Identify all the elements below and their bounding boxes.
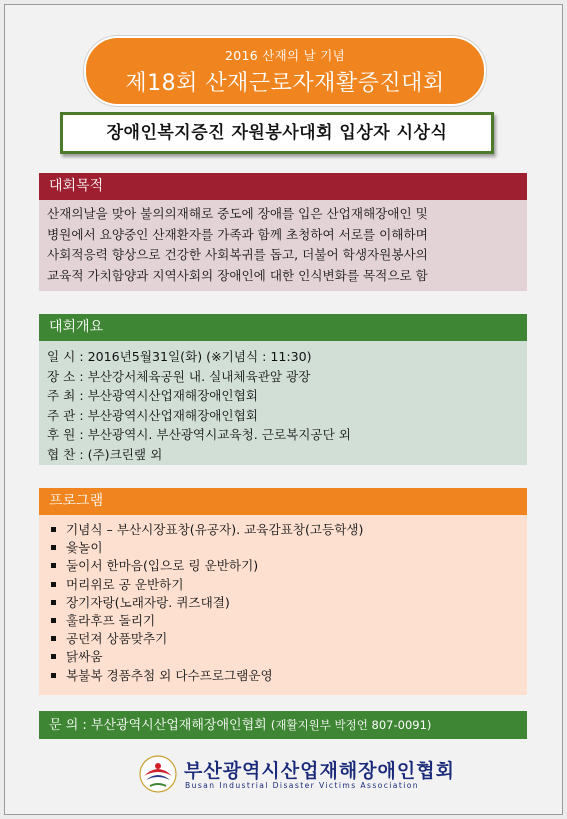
overview-label: 일 시 <box>47 349 76 364</box>
bullet-icon <box>51 545 56 550</box>
program-item <box>47 576 519 594</box>
contact-label: 문 의 : <box>49 718 87 733</box>
overview-label: 장 소 <box>47 368 76 384</box>
bullet-icon <box>51 673 56 678</box>
program-item-text: 머리위로 공 운반하기 <box>66 576 184 592</box>
program-heading: 프로그램 <box>39 488 527 515</box>
overview-heading: 대회개요 <box>39 314 527 341</box>
program-item-text: 복불복 경품추첨 외 다수프로그램운영 <box>66 667 273 683</box>
banner-title: 제18회 산재근로자재활증진대회 <box>125 71 445 96</box>
program-item-text: 윷놀이 <box>66 540 103 556</box>
program-item <box>47 557 519 575</box>
program-item <box>47 612 519 630</box>
overview-label: 주 관 <box>47 407 76 423</box>
overview-label: 협 찬 <box>47 446 76 462</box>
event-title: 장애인복지증진 자원봉사대회 입상자 시상식 <box>60 112 494 154</box>
purpose-line: 사회적응력 향상으로 건강한 사회복귀를 돕고, 더불어 학생자원봉사의 <box>47 247 428 262</box>
program-item-text: 장기자랑(노래자랑. 퀴즈대결) <box>66 594 230 610</box>
program-item <box>47 594 519 612</box>
overview-value: 부산광역시산업재해장애인협회 <box>87 407 258 423</box>
overview-body <box>39 341 527 465</box>
overview-value: 부산광역시산업재해장애인협회 <box>87 388 258 403</box>
contact-note: (재활지원부 박정언 807-0091) <box>270 718 432 732</box>
program-item-text: 기념식 – 부산시장표창(유공자). 교육감표창(고등학생) <box>66 522 364 537</box>
program-item <box>47 648 519 666</box>
program-item <box>47 667 519 685</box>
overview-value: 2016년5월31일(화) (※기념식 : 11:30) <box>87 349 312 364</box>
org-name: 부산광역시산업재해장애인협회 <box>184 760 455 782</box>
program-item-text: 훌라후프 돌리기 <box>66 613 156 629</box>
event-banner <box>84 36 486 106</box>
program-item-text: 공던져 상품맞추기 <box>66 631 168 647</box>
bullet-icon <box>51 527 56 532</box>
bullet-icon <box>51 582 56 587</box>
contact-value: 부산광역시산업재해장애인협회 <box>90 718 267 733</box>
overview-label: 주 최 <box>47 388 76 403</box>
banner-subtitle: 2016 산재의 날 기념 <box>224 48 346 63</box>
bullet-icon <box>51 654 56 659</box>
overview-row: 협 찬 : (주)크린랲 외 <box>47 445 519 465</box>
association-logo-icon <box>138 754 178 794</box>
footer <box>138 752 458 796</box>
program-item <box>47 539 519 557</box>
org-name-en: Busan Industrial Disaster Victims Association <box>185 781 419 790</box>
purpose-line: 병원에서 요양중인 산재환자를 가족과 함께 초청하여 서로를 이해하며 <box>47 226 428 242</box>
overview-row: 후 원 : 부산광역시. 부산광역시교육청. 근로복지공단 외 <box>47 425 519 445</box>
purpose-heading: 대회목적 <box>39 173 527 200</box>
bullet-icon <box>51 563 56 568</box>
program-body <box>39 515 527 695</box>
program-item-text: 둘이서 한마음(입으로 링 운반하기) <box>66 558 259 574</box>
overview-row: 주 최 : 부산광역시산업재해장애인협회 <box>47 386 519 406</box>
contact-bar <box>39 711 527 739</box>
program-item <box>47 521 519 539</box>
program-item-text: 닭싸움 <box>66 649 103 665</box>
overview-label: 후 원 <box>47 427 76 442</box>
purpose-line: 교육적 가치함양과 지역사회의 장애인에 대한 인식변화를 목적으로 함 <box>47 267 428 283</box>
bullet-icon <box>51 636 56 641</box>
purpose-body <box>39 200 527 291</box>
purpose-line: 산재의날을 맞아 불의의재해로 중도에 장애를 입은 산업재해장애인 및 <box>47 206 428 221</box>
overview-row: 일 시 : 2016년5월31일(화) (※기념식 : 11:30) <box>47 347 519 367</box>
overview-row: 주 관 : 부산광역시산업재해장애인협회 <box>47 406 519 426</box>
overview-row: 장 소 : 부산강서체육공원 내. 실내체육관앞 광장 <box>47 367 519 387</box>
overview-value: (주)크린랲 외 <box>87 446 163 462</box>
overview-value: 부산강서체육공원 내. 실내체육관앞 광장 <box>87 368 311 384</box>
bullet-icon <box>51 618 56 623</box>
overview-value: 부산광역시. 부산광역시교육청. 근로복지공단 외 <box>87 427 351 442</box>
program-item <box>47 630 519 648</box>
bullet-icon <box>51 600 56 605</box>
